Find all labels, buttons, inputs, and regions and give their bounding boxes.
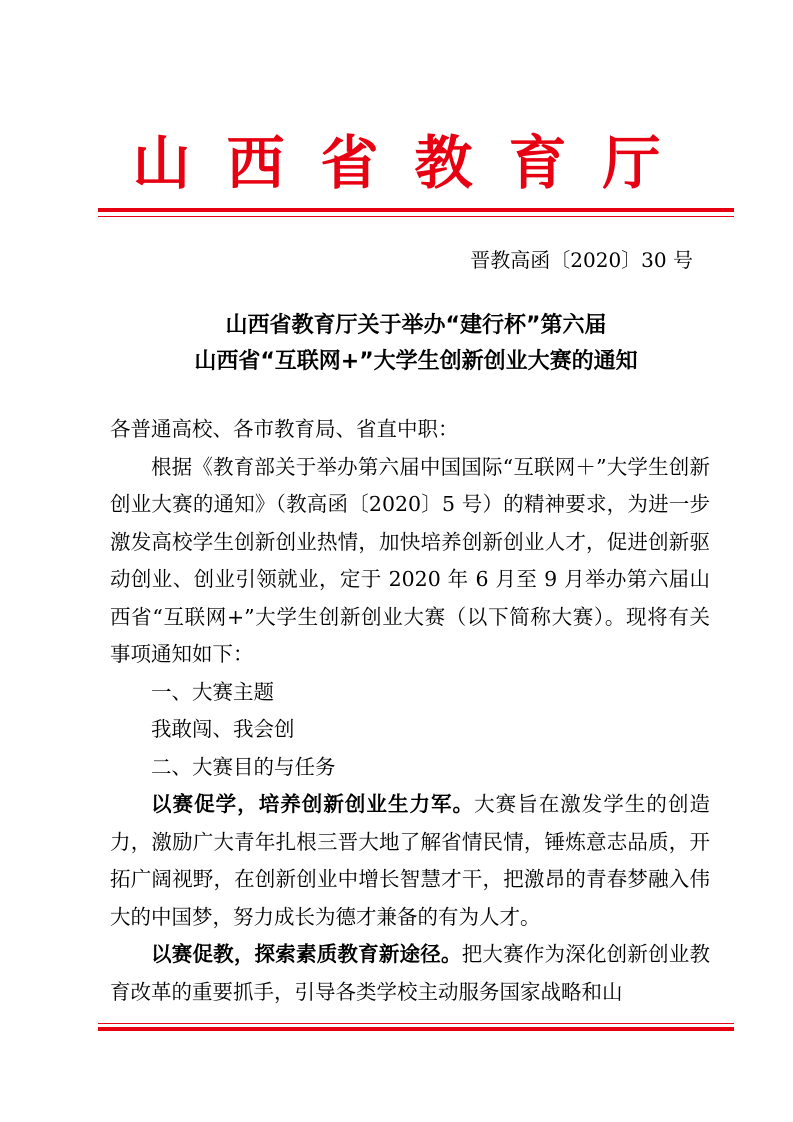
goal-paragraph-2 <box>110 936 710 1011</box>
document-title-line-2: 山西省“互联网+”大学生创新创业大赛的通知 <box>194 349 638 374</box>
section-heading-goals: 二、大赛目的与任务 <box>151 754 336 779</box>
document-body <box>110 411 710 1011</box>
goal-1-text: 大赛旨在激发学生的创造力，激励广大青年扎根三晋大地了解省情民情，锤炼意志品质，开拓广阔视野，在创新创业中增长智慧才干，把激昂的青春梦融入伟大的中国梦，努力成长为德才兼备的有为人才。 <box>110 792 711 929</box>
letterhead-rule-thin <box>98 216 734 217</box>
goal-2-text: 把大赛作为深化创新创业教育改革的重要抓手，引导各类学校主动服务国家战略和山 <box>110 942 711 1004</box>
goal-1-lead: 以赛促学，培养创新创业生力军。 <box>151 792 475 816</box>
theme-text: 我敢闯、我会创 <box>151 717 295 741</box>
letterhead-org-name: 山西省教育厅 <box>132 129 697 197</box>
document-title <box>98 308 734 380</box>
document-title-line-1: 山西省教育厅关于举办“建行杯”第六届 <box>225 313 607 338</box>
intro-paragraph: 根据《教育部关于举办第六届中国国际“互联网＋”大学生创新创业大赛的通知》（教高函〔2020〕5 号）的精神要求，为进一步激发高校学生创新创业热情，加快培养创新创业人才，促进创新驱动创业、创业引领就业，定于 2020 年 6 月至 9 月举办第六届山西省“互联网+”大学生创新创业大赛（以下简称大赛）。现将有关事项通知如下： <box>110 454 710 666</box>
footer-rule-thick <box>98 1027 734 1031</box>
goal-2-lead: 以赛促教，探索素质教育新途径。 <box>151 942 462 966</box>
document-number: 晋教高函〔2020〕30 号 <box>470 248 693 272</box>
section-heading-theme: 一、大赛主题 <box>151 679 274 704</box>
letterhead-rule-thick <box>98 208 734 212</box>
goal-paragraph-1 <box>110 786 710 936</box>
salutation: 各普通高校、各市教育局、省直中职： <box>110 417 459 441</box>
footer-rule-thin <box>98 1023 734 1024</box>
